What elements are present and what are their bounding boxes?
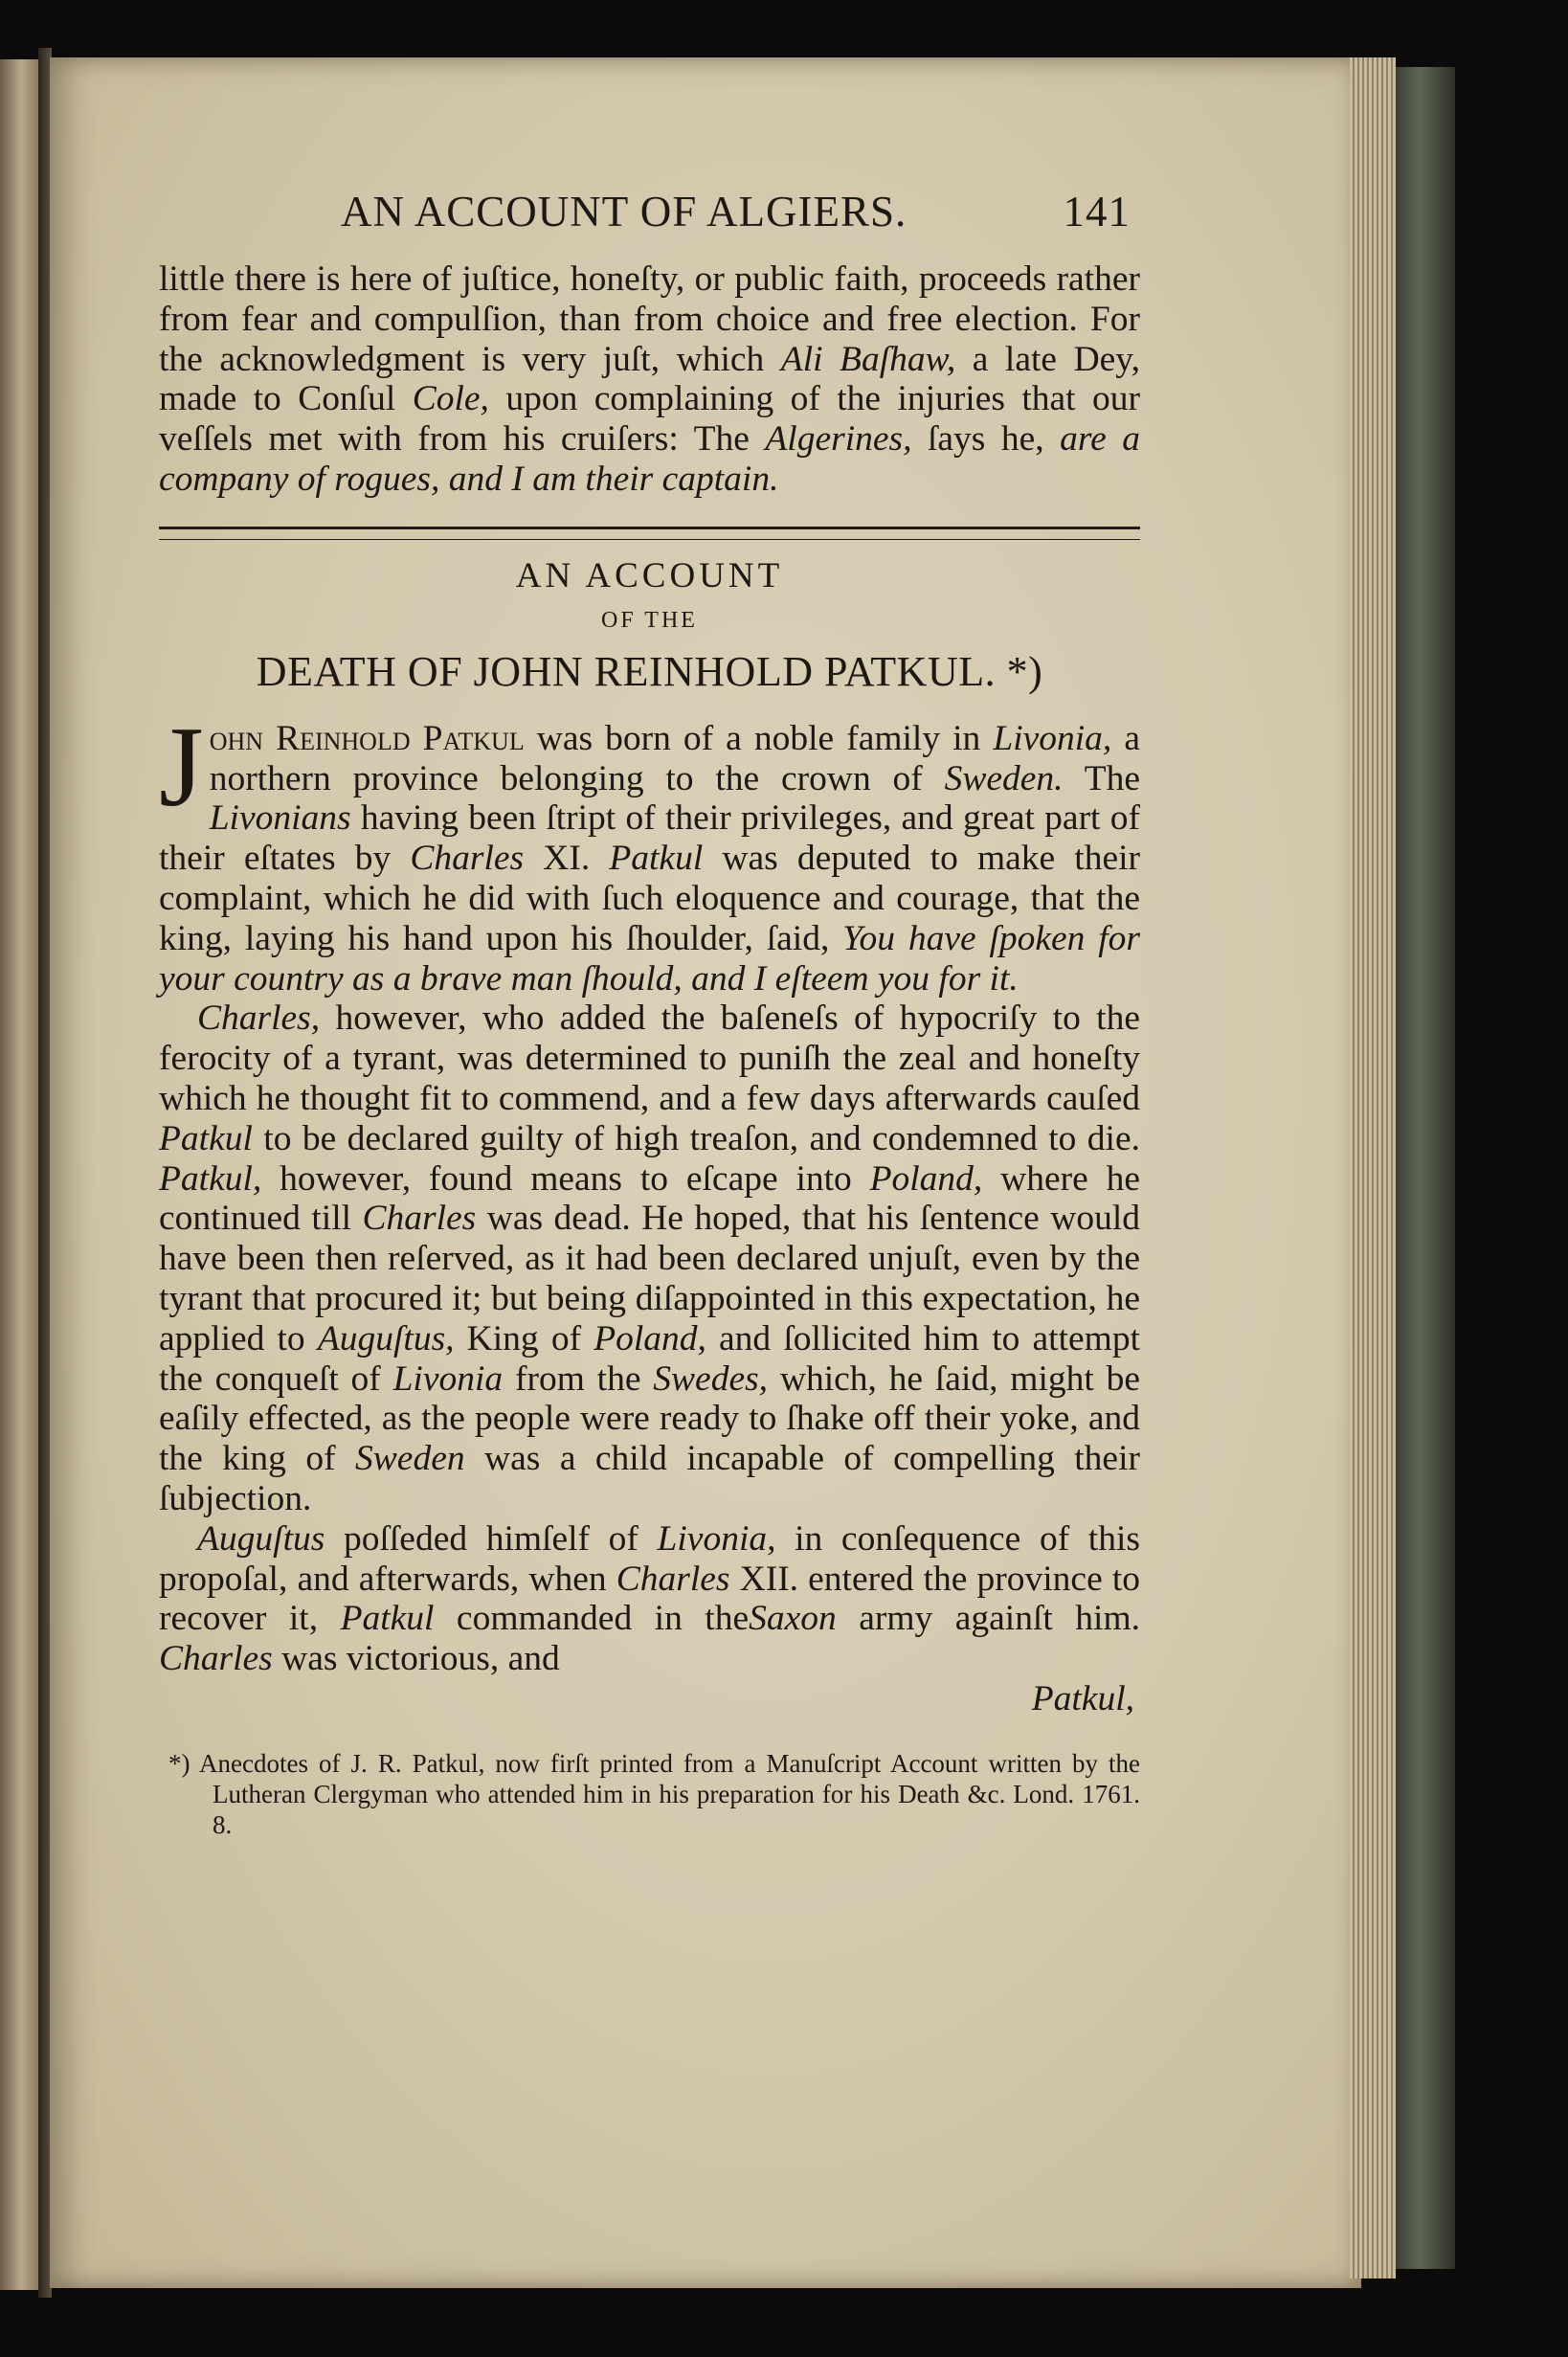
italic-name: Patkul bbox=[340, 1599, 435, 1639]
text-run: XII. entered the province to recover it, bbox=[159, 1559, 1140, 1639]
italic-name: Charles bbox=[159, 1639, 273, 1679]
italic-name: Auguſtus, bbox=[317, 1318, 455, 1358]
italic-quote: are a company of rogues, and I am their captain. bbox=[159, 419, 1140, 499]
text-run: which, he ſaid, might be eaſily effected, as the people were ready to ſhake off their yoke, and the king of bbox=[159, 1358, 1140, 1479]
drop-cap: J bbox=[159, 702, 204, 830]
italic-name: Algerines, bbox=[765, 419, 912, 460]
text-run: however, found means to eſcape into bbox=[261, 1158, 870, 1199]
italic-name: Poland, bbox=[869, 1158, 983, 1199]
text-run: was a child incapable of compelling their ſubjection. bbox=[159, 1439, 1140, 1518]
text-run: was dead. He hoped, that his ſentence would have been then reſerved, as it had been declared unjuſt, even by the tyrant that procured it; but being diſappointed in this expectation, he applied to bbox=[159, 1199, 1140, 1358]
italic-name: Charles bbox=[410, 839, 525, 879]
italic-name: Livonia bbox=[392, 1358, 504, 1399]
text-run: to be declared guilty of high treaſon, and condemned to die. bbox=[252, 1118, 1140, 1158]
italic-name: Patkul bbox=[609, 839, 704, 879]
italic-name: Livonians bbox=[209, 798, 351, 839]
page-number: 141 bbox=[1063, 188, 1131, 236]
small-caps-name: ohn Reinhold Patkul bbox=[209, 718, 525, 758]
section-rule bbox=[159, 527, 1140, 540]
italic-name: Livonia, bbox=[657, 1518, 776, 1559]
article-body bbox=[159, 702, 1141, 1840]
facing-page-edge bbox=[0, 59, 38, 2290]
italic-name: Saxon bbox=[749, 1599, 837, 1639]
italic-name: Auguſtus bbox=[197, 1518, 325, 1559]
text-run: and ſollicited him to attempt the conqueſt of bbox=[159, 1318, 1141, 1399]
text-run: having been ſtript of their privileges, and great part of their eſtates by bbox=[159, 798, 1140, 879]
italic-name: Charles bbox=[616, 1559, 730, 1599]
text-run: The bbox=[1063, 758, 1140, 798]
running-title: AN ACCOUNT OF ALGIERS. bbox=[341, 188, 907, 236]
italic-name: Ali Baſhaw, bbox=[780, 339, 956, 379]
page-edges bbox=[1350, 57, 1396, 2278]
italic-name: Patkul, bbox=[159, 1158, 262, 1199]
text-run: a late Dey, made to Conſul bbox=[159, 339, 1140, 419]
page-content bbox=[159, 187, 1140, 1866]
text-run: King of bbox=[454, 1318, 594, 1358]
continuation-paragraph bbox=[159, 259, 1140, 500]
catchword: Patkul, bbox=[1031, 1678, 1134, 1718]
italic-name: Charles, bbox=[197, 999, 321, 1039]
italic-name: Livonia, bbox=[993, 718, 1112, 758]
book-cover-edge bbox=[1396, 67, 1455, 2269]
text-run: army againſt him. bbox=[836, 1599, 1140, 1639]
italic-name: Sweden. bbox=[944, 758, 1064, 798]
text-run: where he continued till bbox=[159, 1158, 1140, 1239]
text-run: commanded in the bbox=[434, 1599, 750, 1639]
italic-name: Cole, bbox=[412, 379, 489, 419]
text-run: ſays he, bbox=[911, 419, 1061, 460]
text-run: poſſeded himſelf of bbox=[325, 1518, 658, 1559]
text-run: upon complaining of the injuries that our veſſels met with from his cruiſers: The bbox=[159, 379, 1141, 460]
text-run: XI. bbox=[524, 839, 610, 879]
paragraph-2 bbox=[159, 999, 1140, 1518]
article-heading-line-2: OF THE bbox=[601, 607, 698, 633]
text-run: from the bbox=[503, 1358, 654, 1399]
article-heading-line-1: AN ACCOUNT bbox=[515, 555, 784, 595]
paragraph-1 bbox=[159, 702, 1140, 999]
text-run: little there is here of juſtice, honeſty, or public faith, proceeds rather from fear and compulſion, than from choice and free election. For the acknowledgment is very juſt, which bbox=[159, 259, 1140, 379]
italic-quote: You have ſpoken for your country as a brave man ſhould, and I eſteem you for it. bbox=[159, 918, 1140, 999]
italic-name: Charles bbox=[362, 1199, 477, 1239]
text-run: in conſequence of this propoſal, and afterwards, when bbox=[159, 1518, 1140, 1599]
text-run: was deputed to make their complaint, which he did with ſuch eloquence and courage, that the king, laying his hand upon his ſhoulder, ſaid, bbox=[159, 839, 1140, 958]
running-head bbox=[159, 187, 1140, 244]
text-run: however, who added the baſeneſs of hypocriſy to the ferocity of a tyrant, was determined to puniſh the zeal and honeſty which he thought fit to commend, and a few days afterwards cauſed bbox=[159, 999, 1140, 1118]
text-run: a northern province belonging to the crown of bbox=[209, 718, 1140, 798]
italic-name: Sweden bbox=[355, 1439, 465, 1479]
text-run: was born of a noble family in bbox=[524, 718, 994, 758]
italic-name: Swedes, bbox=[653, 1358, 769, 1399]
italic-name: Poland, bbox=[594, 1318, 706, 1358]
italic-name: Patkul bbox=[159, 1118, 253, 1158]
paragraph-3 bbox=[159, 1519, 1140, 1679]
article-title: DEATH OF JOHN REINHOLD PATKUL. *) bbox=[256, 647, 1043, 695]
text-run: was victorious, and bbox=[272, 1639, 560, 1679]
footnote: *) Anecdotes of J. R. Patkul, now firſt printed from a Manuſcript Account written by the Lutheran Clergyman who attended him in his preparation for his Death &c. Lond. 1761. 8. bbox=[168, 1748, 1140, 1839]
